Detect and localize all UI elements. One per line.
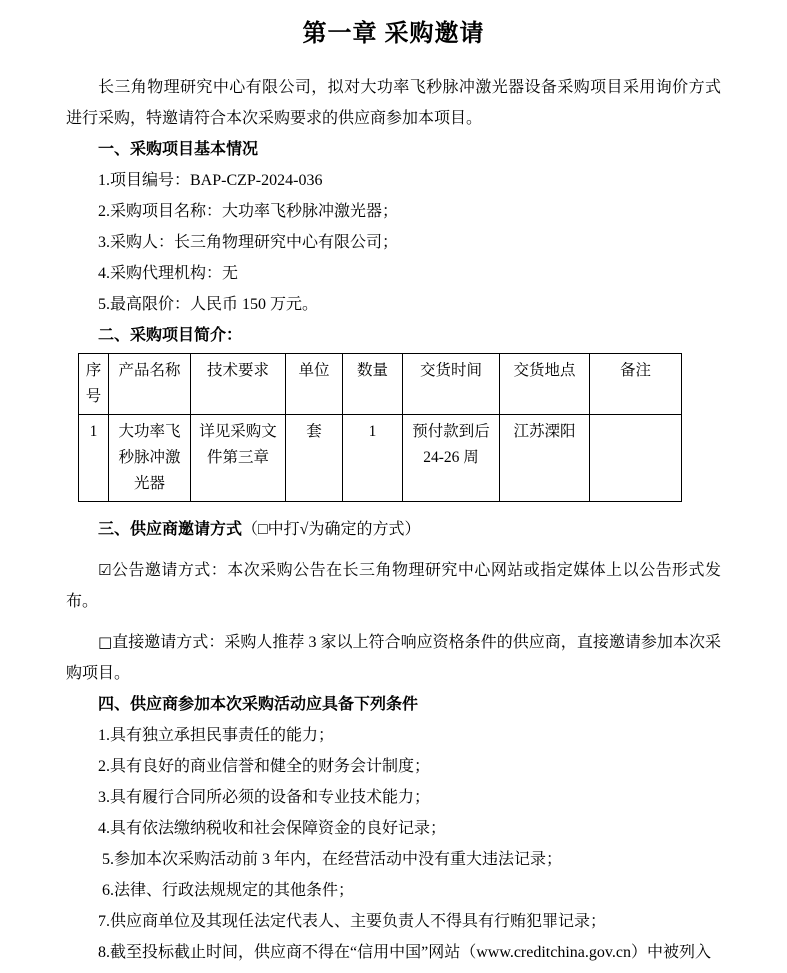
project-info-item: 1.项目编号：BAP-CZP-2024-036 [98,172,323,189]
section-heading-3-bold: 三、供应商邀请方式 [98,521,243,538]
invitation-option-announcement-text: 公告邀请方式：本次采购公告在长三角物理研究中心网站或指定媒体上以公告形式发布。 [66,562,721,610]
unchecked-checkbox-icon: □ [98,633,113,651]
header-remarks: 备注 [590,354,682,415]
cell-tech-requirements: 详见采购文件第三章 [191,415,286,502]
section-heading-3 [66,514,721,545]
project-info-item: 4.采购代理机构：无 [98,265,239,282]
cell-quantity: 1 [343,415,403,502]
header-delivery-time: 交货时间 [403,354,500,415]
project-info-item: 2.采购项目名称：大功率飞秒脉冲激光器； [98,203,399,220]
table-header-row [79,354,682,415]
supplier-condition-item: 2.具有良好的商业信誉和健全的财务会计制度； [98,758,431,775]
supplier-condition-item: 3.具有履行合同所必须的设备和专业技术能力； [98,789,431,806]
products-table [78,353,682,502]
section-heading-3-note: （□中打√为确定的方式） [242,521,421,538]
section-heading-2: 二、采购项目简介： [98,327,243,344]
supplier-condition-item: 7.供应商单位及其现任法定代表人、主要负责人不得具有行贿犯罪记录； [98,913,607,930]
cell-delivery-time: 预付款到后 24-26 周 [403,415,500,502]
section-heading-1: 一、采购项目基本情况 [98,141,259,158]
cell-product-name: 大功率飞秒脉冲激光器 [109,415,191,502]
supplier-condition-item: 5.参加本次采购活动前 3 年内，在经营活动中没有重大违法记录； [98,851,563,868]
header-tech-requirements: 技术要求 [191,354,286,415]
intro-paragraph: 长三角物理研究中心有限公司，拟对大功率飞秒脉冲激光器设备采购项目采用询价方式进行采购，特邀请符合本次采购要求的供应商参加本项目。 [66,79,721,127]
section-heading-4: 四、供应商参加本次采购活动应具备下列条件 [98,696,419,713]
supplier-condition-item: 6.法律、行政法规规定的其他条件； [98,882,355,899]
checked-checkbox-icon: ☑ [98,561,112,579]
supplier-condition-item: 4.具有依法缴纳税收和社会保障资金的良好记录； [98,820,447,837]
table-row [79,415,682,502]
invitation-option-direct-text: 直接邀请方式：采购人推荐 3 家以上符合响应资格条件的供应商，直接邀请参加本次采购项目。 [66,634,721,682]
header-delivery-place: 交货地点 [500,354,590,415]
header-unit: 单位 [286,354,343,415]
header-quantity: 数量 [343,354,403,415]
invitation-option-direct [66,627,721,689]
header-product-name: 产品名称 [109,354,191,415]
header-serial-number: 序号 [79,354,109,415]
invitation-option-announcement [66,555,721,617]
project-info-item: 5.最高限价：人民币 150 万元。 [98,296,319,313]
project-info-item: 3.采购人：长三角物理研究中心有限公司； [98,234,399,251]
cell-unit: 套 [286,415,343,502]
page-title: 第一章 采购邀请 [302,21,485,47]
cell-delivery-place: 江苏溧阳 [500,415,590,502]
cell-serial-number: 1 [79,415,109,502]
supplier-condition-item: 8.截至投标截止时间，供应商不得在“信用中国”网站（www.creditchina.gov.cn）中被列入 [98,944,711,961]
cell-remarks [590,415,682,502]
supplier-condition-item: 1.具有独立承担民事责任的能力； [98,727,335,744]
